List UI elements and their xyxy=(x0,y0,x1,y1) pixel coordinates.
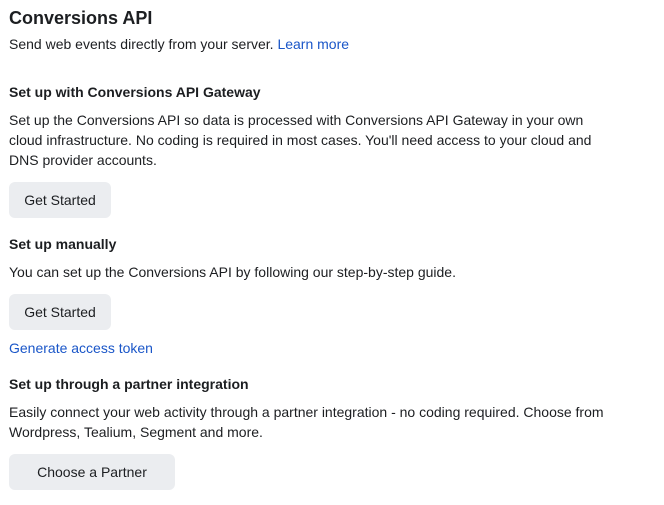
gateway-get-started-button[interactable]: Get Started xyxy=(9,182,111,218)
page-title: Conversions API xyxy=(9,8,153,28)
manual-get-started-button[interactable]: Get Started xyxy=(9,294,111,330)
gateway-section-description: Set up the Conversions API so data is processed with Conversions API Gateway in your own cloud infrastructure. No coding is required in most cases. You'll need access to your cloud and DNS provider accounts. xyxy=(9,112,592,168)
partner-section-heading: Set up through a partner integration xyxy=(9,376,249,392)
manual-section-heading: Set up manually xyxy=(9,236,117,252)
choose-partner-button[interactable]: Choose a Partner xyxy=(9,454,175,490)
learn-more-link[interactable]: Learn more xyxy=(277,36,350,52)
subtitle-text: Send web events directly from your server. xyxy=(9,36,274,52)
manual-section-description: You can set up the Conversions API by following our step-by-step guide. xyxy=(9,264,456,280)
generate-access-token-link[interactable]: Generate access token xyxy=(9,340,153,356)
partner-section-description: Easily connect your web activity through a partner integration - no coding required. Choose from Wordpress, Tealium, Segment and more. xyxy=(9,404,604,440)
gateway-section-heading: Set up with Conversions API Gateway xyxy=(9,84,261,100)
page-subtitle xyxy=(9,35,349,53)
